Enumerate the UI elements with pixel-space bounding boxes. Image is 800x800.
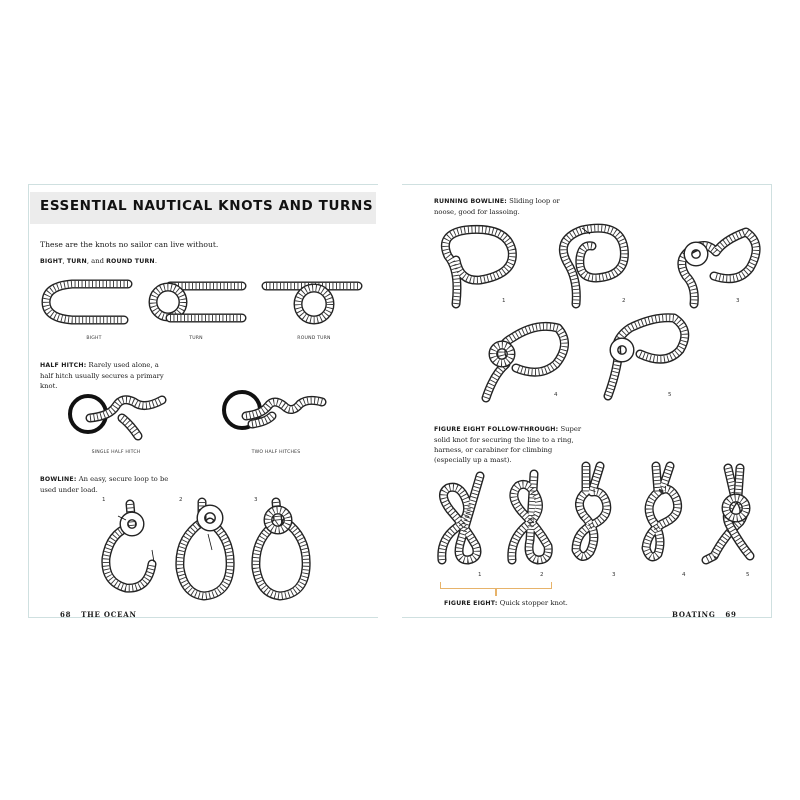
figure-eight-bracket-tick — [495, 588, 497, 596]
bight-sep-1: , — [62, 257, 67, 265]
figure-eight-follow-term: FIGURE EIGHT FOLLOW-THROUGH: — [434, 426, 559, 433]
running-step-2: 2 — [622, 298, 626, 304]
running-bowline-text — [434, 196, 564, 217]
follow-step-1: 1 — [478, 572, 482, 578]
figure-eight-text — [444, 598, 568, 609]
running-bowline-step-2-illustration — [546, 220, 636, 310]
figure-eight-follow-text — [434, 424, 582, 465]
page-title: ESSENTIAL NAUTICAL KNOTS AND TURNS — [40, 198, 374, 214]
bight-sep-2: , and — [86, 257, 107, 265]
figure-eight-follow-step-1-illustration — [436, 470, 486, 564]
running-step-4: 4 — [554, 392, 558, 398]
follow-step-3: 3 — [612, 572, 616, 578]
running-bowline-step-5-illustration — [596, 310, 696, 400]
running-step-5: 5 — [668, 392, 672, 398]
bight-illustration — [36, 276, 136, 328]
bowline-step-3: 3 — [254, 497, 258, 503]
figure-eight-follow-desc: Super solid knot for securing the line to a ring, harness, or carabiner for climbing (especially up a mast). — [434, 425, 582, 464]
running-bowline-term: RUNNING BOWLINE: — [434, 198, 507, 205]
two-half-hitches-illustration — [222, 388, 326, 444]
running-bowline-step-4-illustration — [476, 314, 576, 400]
bowline-step-1-illustration — [96, 498, 166, 598]
left-running-head: THE OCEAN — [81, 610, 137, 619]
intro-text: These are the knots no sailor can live without. — [40, 240, 219, 249]
bight-end: . — [154, 257, 157, 265]
caption-single-half-hitch: SINGLE HALF HITCH — [91, 450, 141, 455]
turn-illustration — [146, 276, 246, 328]
bowline-text — [40, 474, 170, 495]
half-hitch-term: HALF HITCH: — [40, 362, 87, 369]
bight-term: BIGHT — [40, 258, 63, 265]
bowline-step-2-illustration — [172, 498, 238, 604]
caption-bight: BIGHT — [86, 336, 102, 341]
right-running-head: BOATING — [672, 610, 716, 619]
figure-eight-follow-step-2-illustration — [504, 470, 556, 564]
caption-round-turn: ROUND TURN — [297, 336, 331, 341]
bowline-step-1: 1 — [102, 497, 106, 503]
running-bowline-desc: Sliding loop or noose, good for lassoing. — [434, 197, 560, 216]
half-hitch-desc: Rarely used alone, a half hitch usually secures a primary knot. — [40, 361, 164, 390]
caption-two-half-hitches: TWO HALF HITCHES — [251, 450, 301, 455]
follow-step-2: 2 — [540, 572, 544, 578]
figure-eight-follow-step-3-illustration — [570, 462, 620, 566]
figure-eight-term: FIGURE EIGHT: — [444, 600, 498, 607]
running-bowline-step-1-illustration — [426, 220, 526, 310]
running-step-3: 3 — [736, 298, 740, 304]
bowline-step-3-illustration — [248, 498, 314, 604]
bowline-desc: An easy, secure loop to be used under load. — [40, 475, 169, 494]
left-folio — [60, 610, 137, 619]
running-step-1: 1 — [502, 298, 506, 304]
caption-turn: TURN — [189, 336, 203, 341]
follow-step-5: 5 — [746, 572, 750, 578]
turn-term: TURN — [66, 258, 87, 265]
bowline-term: BOWLINE: — [40, 476, 77, 483]
running-bowline-step-3-illustration — [666, 220, 766, 310]
bight-heading — [40, 256, 157, 267]
round-turn-illustration — [262, 276, 362, 328]
follow-step-4: 4 — [682, 572, 686, 578]
left-page-number: 68 — [60, 610, 72, 619]
figure-eight-follow-step-4-illustration — [640, 462, 690, 566]
figure-eight-follow-step-5-illustration — [700, 464, 760, 564]
round-turn-term: ROUND TURN — [106, 258, 155, 265]
half-hitch-text — [40, 360, 170, 391]
bowline-step-2: 2 — [179, 497, 183, 503]
right-page-number: 69 — [725, 610, 737, 619]
figure-eight-desc: Quick stopper knot. — [497, 599, 568, 607]
single-half-hitch-illustration — [64, 388, 168, 444]
right-folio — [672, 610, 737, 619]
